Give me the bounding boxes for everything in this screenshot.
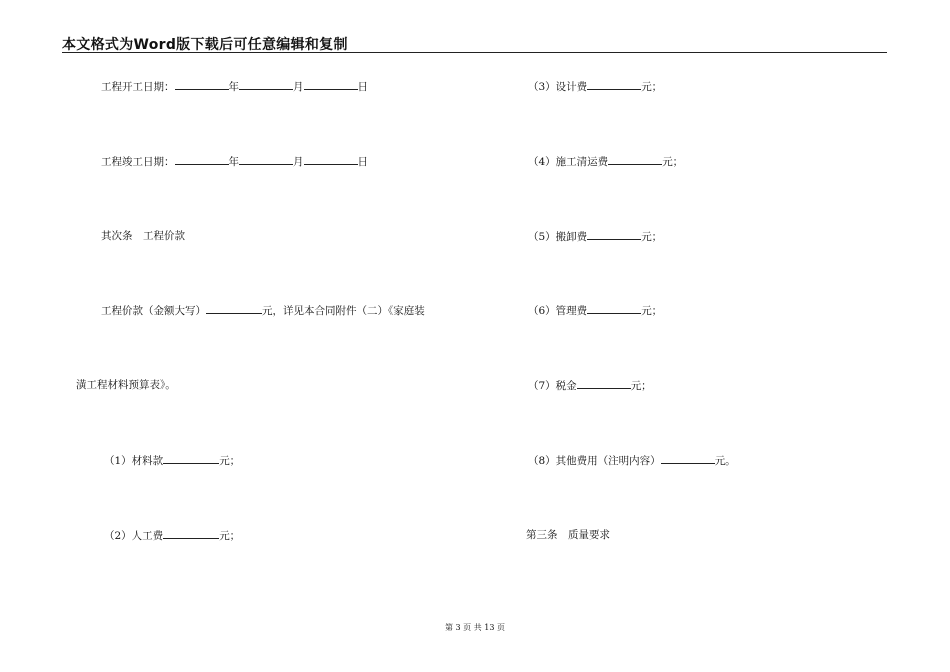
start-day-blank bbox=[304, 79, 358, 90]
item-5-unit: 元； bbox=[641, 231, 663, 243]
item-5-label: （5）搬卸费 bbox=[528, 231, 588, 243]
start-date-label: 工程开工日期： bbox=[101, 81, 175, 93]
item-6-label: （6）管理费 bbox=[528, 305, 588, 317]
item-1-line bbox=[104, 453, 240, 468]
item-1-blank bbox=[163, 453, 219, 464]
end-month-unit: 月 bbox=[293, 156, 304, 168]
item-6-line bbox=[528, 303, 662, 318]
price-amount-blank bbox=[206, 303, 262, 314]
item-2-line bbox=[104, 528, 240, 543]
header-divider bbox=[62, 52, 887, 53]
item-6-unit: 元； bbox=[641, 305, 663, 317]
end-year-unit: 年 bbox=[228, 156, 239, 168]
price-prefix: 工程价款（金额大写） bbox=[101, 305, 206, 317]
end-date-line bbox=[101, 154, 368, 169]
item-4-label: （4）施工清运费 bbox=[528, 156, 609, 168]
article2-heading: 其次条 工程价款 bbox=[101, 230, 185, 242]
item-6-blank bbox=[587, 303, 641, 314]
item-8-unit: 元。 bbox=[714, 455, 736, 467]
price-line-1 bbox=[101, 303, 425, 318]
end-year-blank bbox=[175, 154, 229, 165]
item-5-line bbox=[528, 229, 662, 244]
item-5-blank bbox=[587, 229, 641, 240]
price-line-2: 潢工程材料预算表》。 bbox=[76, 379, 176, 391]
price-suffix: 元，详见本合同附件（二）《家庭装 bbox=[262, 305, 425, 317]
end-day-unit: 日 bbox=[357, 156, 368, 168]
item-7-line bbox=[528, 378, 652, 393]
item-1-label: （1）材料款 bbox=[104, 455, 164, 467]
item-7-blank bbox=[577, 378, 631, 389]
start-day-unit: 日 bbox=[357, 81, 368, 93]
end-date-label: 工程竣工日期： bbox=[101, 156, 175, 168]
start-month-blank bbox=[239, 79, 293, 90]
item-3-unit: 元； bbox=[641, 81, 663, 93]
item-7-label: （7）税金 bbox=[528, 380, 577, 392]
item-2-label: （2）人工费 bbox=[104, 530, 164, 542]
start-month-unit: 月 bbox=[293, 81, 304, 93]
item-3-line bbox=[528, 79, 662, 94]
item-3-blank bbox=[587, 79, 641, 90]
item-8-label: （8）其他费用（注明内容） bbox=[528, 455, 661, 467]
item-7-unit: 元； bbox=[630, 380, 652, 392]
item-8-line bbox=[528, 453, 736, 468]
item-4-unit: 元； bbox=[662, 156, 684, 168]
item-2-unit: 元； bbox=[219, 530, 241, 542]
start-year-unit: 年 bbox=[228, 81, 239, 93]
item-1-unit: 元； bbox=[219, 455, 241, 467]
item-4-line bbox=[528, 154, 683, 169]
item-3-label: （3）设计费 bbox=[528, 81, 588, 93]
item-8-blank bbox=[661, 453, 715, 464]
item-4-blank bbox=[608, 154, 662, 165]
end-month-blank bbox=[239, 154, 293, 165]
start-year-blank bbox=[175, 79, 229, 90]
article3-heading: 第三条 质量要求 bbox=[526, 529, 610, 541]
page-footer: 第 3 页 共 13 页 bbox=[445, 623, 505, 632]
start-date-line bbox=[101, 79, 368, 94]
item-2-blank bbox=[163, 528, 219, 539]
document-header-title: 本文格式为Word版下载后可任意编辑和复制 bbox=[62, 37, 348, 53]
end-day-blank bbox=[304, 154, 358, 165]
